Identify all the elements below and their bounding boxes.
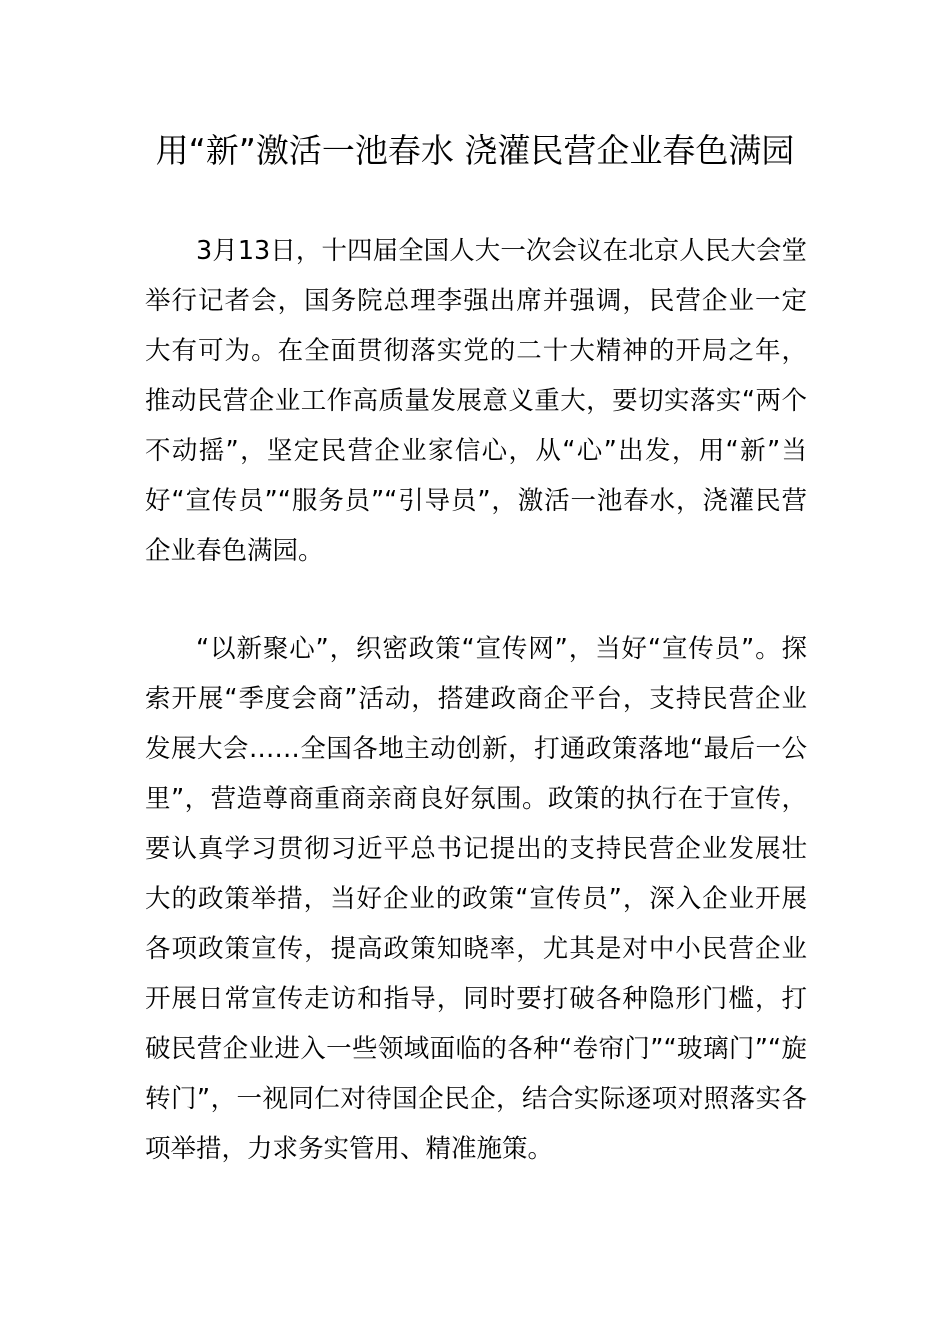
document-title: 用“新”激活一池春水 浇灌民营企业春色满园 bbox=[155, 131, 795, 170]
body-paragraph-1: 3月13日，十四届全国人大一次会议在北京人民大会堂举行记者会，国务院总理李强出席并强调，民营企业一定大有可为。在全面贯彻落实党的二十大精神的开局之年，推动民营企业工作高质量发展意义重大，要切实落实“两个不动摇”，坚定民营企业家信心，从“心”出发，用“新”当好“宣传员”“服务员”“引导员”，激活一池春水，浇灌民营企业春色满园。 bbox=[145, 236, 807, 566]
body-paragraph-2: “以新聚心”，织密政策“宣传网”，当好“宣传员”。探索开展“季度会商”活动，搭建政商企平台，支持民营企业发展大会……全国各地主动创新，打通政策落地“最后一公里”，营造尊商重商亲商良好氛围。政策的执行在于宣传，要认真学习贯彻习近平总书记提出的支持民营企业发展壮大的政策举措，当好企业的政策“宣传员”，深入企业开展各项政策宣传，提高政策知晓率，尤其是对中小民营企业开展日常宣传走访和指导，同时要打破各种隐形门槛，打破民营企业进入一些领域面临的各种“卷帘门”“玻璃门”“旋转门”，一视同仁对待国企民企，结合实际逐项对照落实各项举措，力求务实管用、精准施策。 bbox=[145, 634, 807, 1164]
